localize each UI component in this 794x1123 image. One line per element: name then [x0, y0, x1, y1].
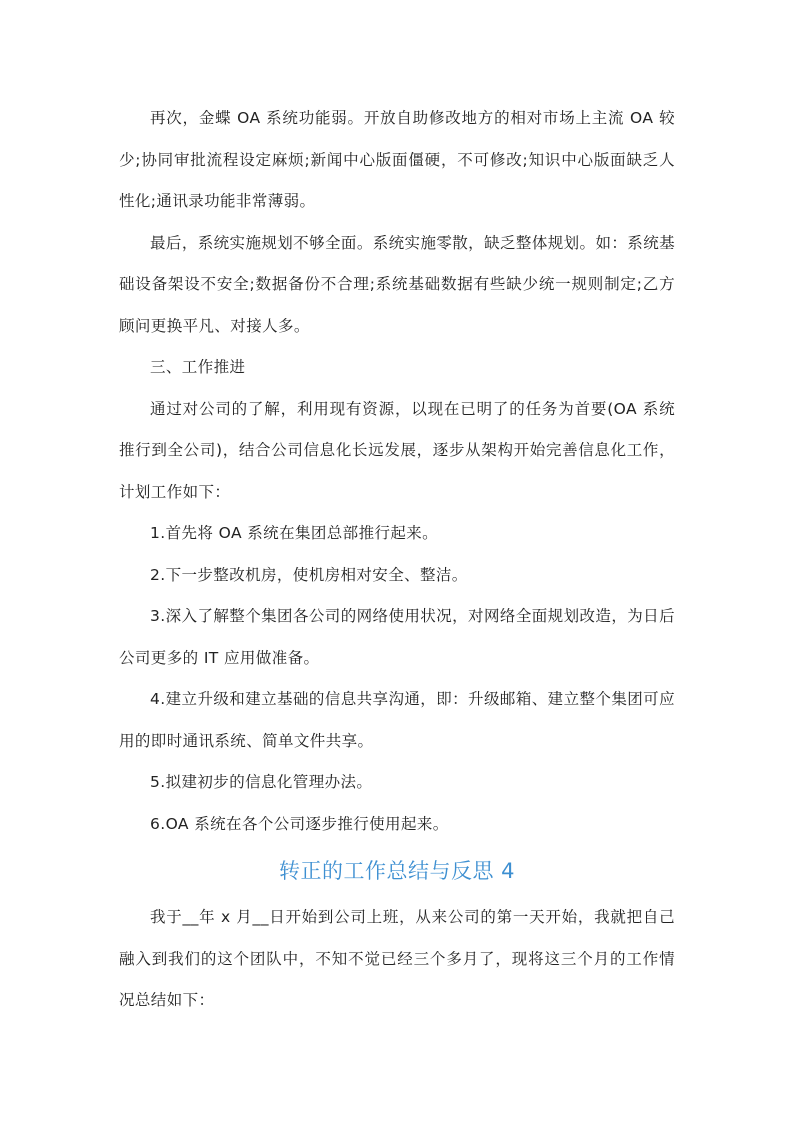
plan-item-3: 3.深入了解整个集团各公司的网络使用状况，对网络全面规划改造，为日后公司更多的 IT 应用做准备。 [119, 607, 675, 667]
document-body [119, 98, 675, 1022]
section-heading-work-progress: 三、工作推进 [150, 358, 246, 376]
paragraph-work-plan-intro: 通过对公司的了解，利用现有资源，以现在已明了的任务为首要(OA 系统推行到全公司)，结合公司信息化长远发展，逐步从架构开始完善信息化工作，计划工作如下： [119, 399, 675, 501]
paragraph-summary-intro: 我于__年 x 月__日开始到公司上班，从来公司的第一天开始，我就把自己融入到我们的这个团队中，不知不觉已经三个多月了，现将这三个月的工作情况总结如下： [119, 908, 675, 1009]
plan-item-6: 6.OA 系统在各个公司逐步推行使用起来。 [150, 814, 449, 833]
plan-item-4: 4.建立升级和建立基础的信息共享沟通，即：升级邮箱、建立整个集团可应用的即时通讯系统、简单文件共享。 [119, 690, 675, 750]
paragraph-system-weakness: 再次，金蝶 OA 系统功能弱。开放自助修改地方的相对市场上主流 OA 较少;协同审批流程设定麻烦;新闻中心版面僵硬，不可修改;知识中心版面缺乏人性化;通讯录功能非常薄弱。 [119, 109, 675, 210]
paragraph-planning-issues: 最后，系统实施规划不够全面。系统实施零散，缺乏整体规划。如：系统基础设备架设不安全;数据备份不合理;系统基础数据有些缺少统一规则制定;乙方顾问更换平凡、对接人多。 [119, 233, 675, 335]
plan-item-5: 5.拟建初步的信息化管理办法。 [150, 773, 373, 791]
plan-item-1: 1.首先将 OA 系统在集团总部推行起来。 [150, 524, 439, 542]
plan-item-2: 2.下一步整改机房，使机房相对安全、整洁。 [150, 565, 468, 584]
section-title: 转正的工作总结与反思 4 [278, 859, 516, 883]
